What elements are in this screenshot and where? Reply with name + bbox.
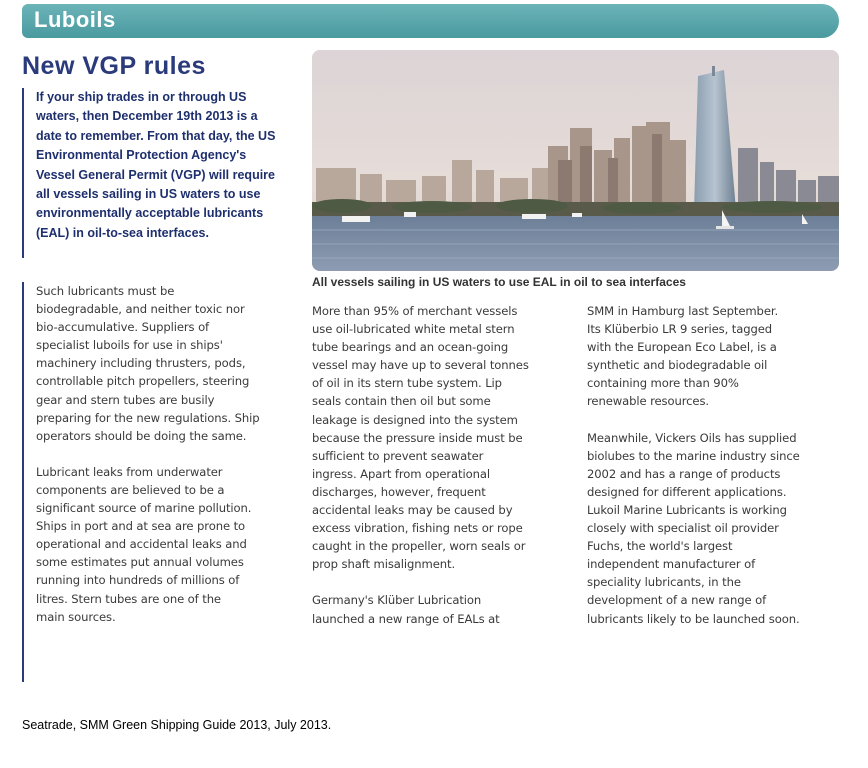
body-line: renewable resources. xyxy=(587,394,709,409)
standfirst-line: waters, then December 19th 2013 is a xyxy=(36,109,258,124)
body-line: Germany's Klüber Lubrication xyxy=(312,593,482,608)
body-line: designed for different applications. xyxy=(587,484,787,499)
body-line: litres. Stern tubes are one of the xyxy=(36,591,221,606)
body-line: Its Klüberbio LR 9 series, tagged xyxy=(587,322,773,337)
body-line: launched a new range of EALs at xyxy=(312,611,500,626)
body-line: discharges, however, frequent xyxy=(312,484,486,499)
section-title: Luboils xyxy=(34,7,116,32)
city-skyline-photo-icon xyxy=(312,50,839,271)
section-banner xyxy=(22,4,839,38)
body-line: speciality lubricants, in the xyxy=(587,575,741,590)
body-paragraph xyxy=(587,302,842,411)
body-line: ingress. Apart from operational xyxy=(312,466,490,481)
standfirst-line: all vessels sailing in US waters to use xyxy=(36,187,261,202)
body-line: because the pressure inside must be xyxy=(312,430,523,445)
body-line: 2002 and has a range of products xyxy=(587,466,781,481)
body-line: Lubricant leaks from underwater xyxy=(36,464,223,479)
body-line: machinery including thrusters, pods, xyxy=(36,356,246,371)
body-line: controllable pitch propellers, steering xyxy=(36,374,250,389)
body-line: significant source of marine pollution. xyxy=(36,501,252,516)
body-line: SMM in Hamburg last September. xyxy=(587,304,779,318)
body-line: independent manufacturer of xyxy=(587,557,756,572)
article-headline: New VGP rules xyxy=(22,52,206,80)
standfirst-line: Environmental Protection Agency's xyxy=(36,148,247,163)
body-line: with the European Eco Label, is a xyxy=(587,340,777,355)
body-line: excess vibration, fishing nets or rope xyxy=(312,521,523,536)
body-line: synthetic and biodegradable oil xyxy=(587,358,768,373)
body-line: use oil-lubricated white metal stern xyxy=(312,322,515,337)
body-line: containing more than 90% xyxy=(587,376,739,391)
body-paragraph xyxy=(312,302,574,573)
body-column-3 xyxy=(587,302,842,646)
body-line: accidental leaks may be caused by xyxy=(312,503,513,518)
body-line: prop shaft misalignment. xyxy=(312,557,456,572)
body-line: main sources. xyxy=(36,609,116,624)
body-line: caught in the propeller, worn seals or xyxy=(312,539,526,554)
body-line: Lukoil Marine Lubricants is working xyxy=(587,502,787,517)
standfirst-line: Vessel General Permit (VGP) will require xyxy=(36,167,275,182)
body-line: bio-accumulative. Suppliers of xyxy=(36,320,210,335)
body-paragraph xyxy=(587,429,842,628)
body-column-1 xyxy=(22,282,292,682)
body-line: tube bearings and an ocean-going xyxy=(312,340,509,355)
body-line: of oil in its stern tube system. Lip xyxy=(312,376,502,391)
body-line: running into hundreds of millions of xyxy=(36,573,240,588)
standfirst-line: date to remember. From that day, the US xyxy=(36,128,276,143)
body-line: More than 95% of merchant vessels xyxy=(312,304,518,318)
standfirst-line: If your ship trades in or through US xyxy=(36,90,247,104)
body-column-2 xyxy=(312,302,574,646)
body-line: leakage is designed into the system xyxy=(312,412,518,427)
source-citation: Seatrade, SMM Green Shipping Guide 2013, July 2013. xyxy=(22,718,332,732)
body-line: operators should be doing the same. xyxy=(36,428,247,443)
body-paragraph xyxy=(312,591,574,627)
body-line: specialist luboils for use in ships' xyxy=(36,338,223,353)
body-line: lubricants likely to be launched soon. xyxy=(587,611,800,626)
body-line: preparing for the new regulations. Ship xyxy=(36,410,260,425)
article-standfirst xyxy=(22,88,294,258)
body-line: Such lubricants must be xyxy=(36,284,175,298)
standfirst-line: environmentally acceptable lubricants xyxy=(36,206,264,221)
body-line: components are believed to be a xyxy=(36,482,225,497)
body-line: Meanwhile, Vickers Oils has supplied xyxy=(587,430,797,445)
body-line: biodegradable, and neither toxic nor xyxy=(36,302,245,317)
body-line: sufficient to prevent seawater xyxy=(312,448,484,463)
photo-caption: All vessels sailing in US waters to use EAL in oil to sea interfaces xyxy=(312,275,686,289)
body-line: some estimates put annual volumes xyxy=(36,555,244,570)
body-line: biolubes to the marine industry since xyxy=(587,448,800,463)
body-line: Ships in port and at sea are prone to xyxy=(36,519,246,534)
body-line: seals contain then oil but some xyxy=(312,394,491,409)
body-line: operational and accidental leaks and xyxy=(36,537,247,552)
body-line: development of a new range of xyxy=(587,593,767,608)
body-line: vessel may have up to several tonnes xyxy=(312,358,529,373)
body-line: Fuchs, the world's largest xyxy=(587,539,733,554)
body-paragraph xyxy=(36,463,292,626)
standfirst-line: (EAL) in oil-to-sea interfaces. xyxy=(36,225,209,240)
body-paragraph xyxy=(36,282,292,445)
body-line: gear and stern tubes are busily xyxy=(36,392,215,407)
body-line: closely with specialist oil provider xyxy=(587,521,779,536)
